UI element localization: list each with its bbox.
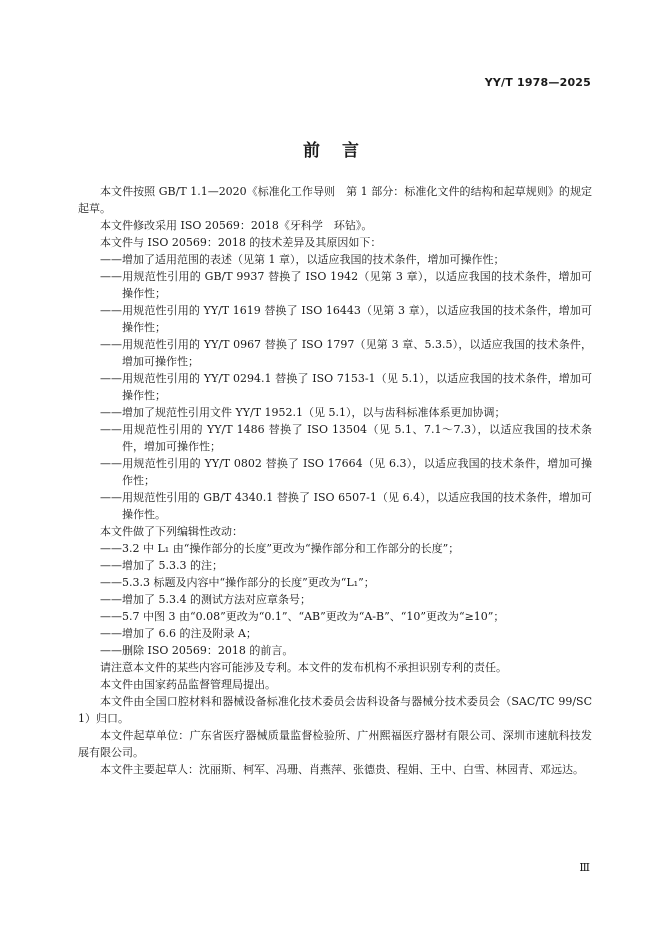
list-item: ——增加了 5.3.4 的测试方法对应章条号； <box>100 593 311 606</box>
paragraph-technical-committee: 本文件由全国口腔材料和器械设备标准化技术委员会齿科设备与器械分技术委员会（SAC/TC 99/SC 1）归口。 <box>78 695 592 725</box>
list-item: ——用规范性引用的 GB/T 9937 替换了 ISO 1942（见第 3 章），以适应我国的技术条件，增加可操作性； <box>100 270 592 300</box>
list-item: ——用规范性引用的 YY/T 0802 替换了 ISO 17664（见 6.3），以适应我国的技术条件，增加可操作性； <box>100 457 592 487</box>
list-item: ——增加了 6.6 的注及附录 A； <box>100 627 257 640</box>
document-body <box>78 183 592 778</box>
list-item: ——用规范性引用的 YY/T 1619 替换了 ISO 16443（见第 3 章），以适应我国的技术条件，增加可操作性； <box>100 304 592 334</box>
list-item: ——用规范性引用的 YY/T 1486 替换了 ISO 13504（见 5.1、7.1～7.3），以适应我国的技术条件，增加可操作性； <box>100 423 592 453</box>
tech-diff-list <box>78 251 592 523</box>
editorial-change-list <box>78 540 592 659</box>
page-number: Ⅲ <box>579 861 590 874</box>
list-item: ——增加了 5.3.3 的注； <box>100 559 223 572</box>
list-item: ——增加了适用范围的表述（见第 1 章），以适应我国的技术条件，增加可操作性； <box>100 253 505 266</box>
paragraph-drafters: 本文件主要起草人：沈丽斯、柯军、冯珊、肖燕萍、张德贵、程娟、王中、白雪、林园青、邓远达。 <box>100 763 584 776</box>
list-item: ——用规范性引用的 GB/T 4340.1 替换了 ISO 6507-1（见 6.4），以适应我国的技术条件，增加可操作性。 <box>100 491 592 521</box>
list-item: ——增加了规范性引用文件 YY/T 1952.1（见 5.1），以与齿科标准体系更加协调； <box>100 406 506 419</box>
list-item: ——5.7 中图 3 由“0.08”更改为“0.1”、“AB”更改为“A-B”、“10”更改为“≥10”； <box>100 610 505 623</box>
paragraph-drafting-units: 本文件起草单位：广东省医疗器械质量监督检验所、广州熙福医疗器材有限公司、深圳市速航科技发展有限公司。 <box>78 729 592 759</box>
paragraph-adoption: 本文件修改采用 ISO 20569：2018《牙科学 环钻》。 <box>100 219 373 232</box>
page-title: 前言 <box>303 141 381 161</box>
standard-code: YY/T 1978—2025 <box>484 76 591 89</box>
paragraph-patent-notice: 请注意本文件的某些内容可能涉及专利。本文件的发布机构不承担识别专利的责任。 <box>100 661 507 674</box>
paragraph-tech-diff-intro: 本文件与 ISO 20569：2018 的技术差异及其原因如下： <box>100 236 382 249</box>
paragraph-proposer: 本文件由国家药品监督管理局提出。 <box>100 678 276 691</box>
list-item: ——5.3.3 标题及内容中“操作部分的长度”更改为“L₁”； <box>100 576 375 589</box>
list-item: ——用规范性引用的 YY/T 0294.1 替换了 ISO 7153-1（见 5.1），以适应我国的技术条件，增加可操作性； <box>100 372 592 402</box>
list-item: ——删除 ISO 20569：2018 的前言。 <box>100 644 294 657</box>
list-item: ——3.2 中 L₁ 由“操作部分的长度”更改为“操作部分和工作部分的长度”； <box>100 542 460 555</box>
list-item: ——用规范性引用的 YY/T 0967 替换了 ISO 1797（见第 3 章、5.3.5），以适应我国的技术条件，增加可操作性； <box>100 338 592 368</box>
paragraph-editorial-intro: 本文件做了下列编辑性改动： <box>100 525 243 538</box>
paragraph-drafting-rules: 本文件按照 GB/T 1.1—2020《标准化工作导则 第 1 部分：标准化文件的结构和起草规则》的规定起草。 <box>78 185 592 215</box>
